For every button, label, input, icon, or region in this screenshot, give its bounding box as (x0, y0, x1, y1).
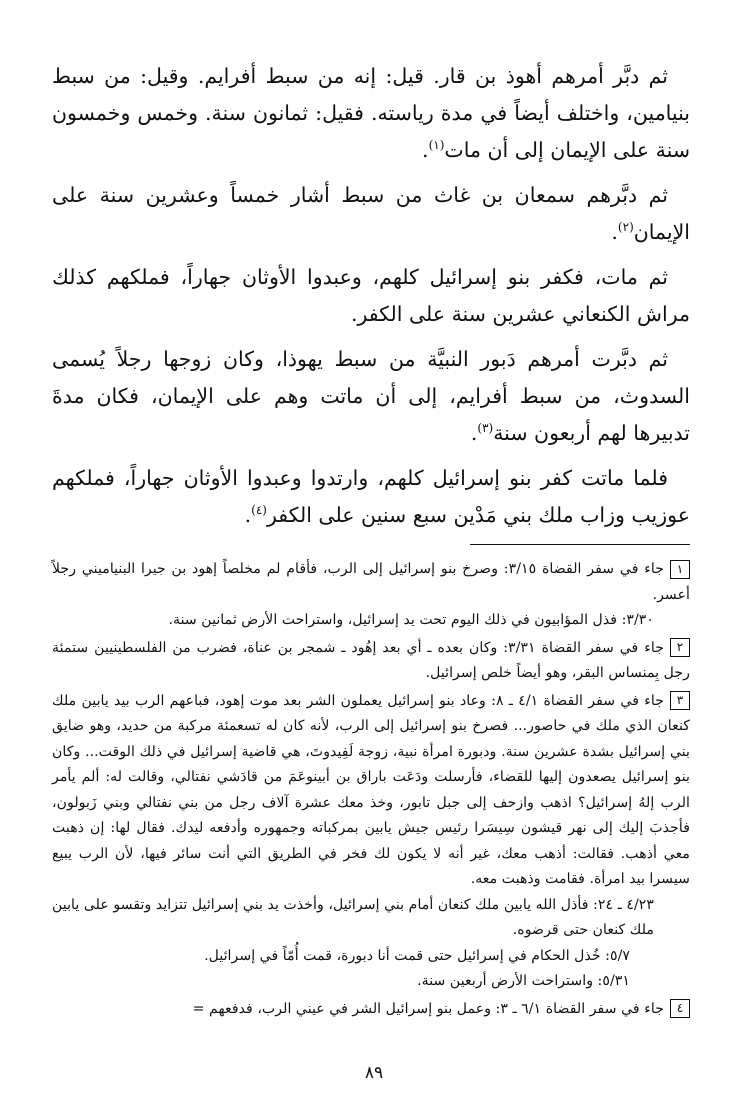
footnote-continuation: ٤/٢٣ ـ ٢٤: فأذل الله يابين ملك كنعان أمام بني إسرائيل، وأخذت يد بني إسرائيل تتزايد وتقسو على يابين ملك كنعان حتى قرضوه. (52, 896, 654, 938)
paragraph-end: . (422, 138, 429, 162)
paragraph-text: ثم دبَّر أمرهم أهوذ بن قار. قيل: إنه من سبط أفرايم. وقيل: من سبط بنيامين، واختلف أيضاً في مدة رياسته. فقيل: ثمانون سنة. وخمس وخمسون سنة على الإيمان إلى أن مات (52, 64, 690, 162)
footnote-number: ٢ (670, 638, 690, 657)
footnote-3 (52, 689, 690, 893)
paragraph: ثم مات، فكفر بنو إسرائيل كلهم، وعبدوا الأوثان جهاراً، فملكهم كذلك مراش الكنعاني عشرين سنة على الكفر. (52, 265, 690, 326)
paragraph (52, 177, 690, 251)
footnote-1 (52, 557, 690, 608)
footnote-number: ٤ (670, 999, 690, 1018)
footnote-text: جاء في سفر القضاة ٣/١٥: وصرخ بنو إسرائيل إلى الرب، فأقام لم مخلصاً إهود بن جيرا البنياميني رجلاً أعسر. (52, 561, 690, 603)
footnotes (52, 557, 690, 1022)
footnote-continuation: ٥/٧: خُذل الحكام في إسرائيل حتى قمت أنا دبورة، قمت أُمّاً في إسرائيل. (204, 947, 630, 964)
page-number: ٨٩ (364, 1063, 384, 1083)
footnote-divider (470, 544, 690, 545)
paragraph (52, 58, 690, 169)
paragraph-text: ثم دبَّرت أمرهم دَبور النبيَّة من سبط يهوذا، وكان زوجها رجلاً يُسمى السدوث، من سبط أفرايم، إلى أن ماتت وهم على الإيمان، فكان مدةَ تدبيرها لهم أربعون سنة (52, 347, 690, 445)
paragraph (52, 460, 690, 534)
paragraph-text: ثم دبَّرهم سمعان بن غاث من سبط أشار خمساً وعشرين سنة على الإيمان (52, 183, 690, 244)
main-text (52, 58, 690, 534)
footnote-text: جاء في سفر القضاة ٦/١ ـ ٣: وعمل بنو إسرائيل الشر في عيني الرب، فدفعهم = (192, 1000, 664, 1017)
footnote-4 (52, 997, 690, 1023)
footnote-ref: (٣) (477, 421, 494, 436)
paragraph-text: فلما ماتت كفر بنو إسرائيل كلهم، وارتدوا وعبدوا الأوثان جهاراً، فملكهم عوزيب وزاب ملك بني مَدْين سبع سنين على الكفر (52, 466, 690, 527)
footnote-continuation: ٣/٣٠: فذل المؤابيون في ذلك اليوم تحت يد إسرائيل، واستراحت الأرض ثمانين سنة. (168, 612, 654, 628)
footnote-continuation: ٥/٣١: واستراحت الأرض أربعين سنة. (417, 973, 630, 989)
footnote-ref: (٤) (251, 503, 267, 518)
footnote-text: جاء في سفر القضاة ٣/٣١: وكان بعده ـ أي بعد إهُود ـ شمجر بن عناة، فضرب من الفلسطينيين ستمئة رجل بِمنساس البقر، وهو أيضاً خلص إسرائيل. (52, 639, 690, 681)
paragraph-end: . (611, 220, 618, 244)
footnote-number: ١ (670, 560, 690, 579)
paragraph-end: . (244, 503, 252, 527)
paragraph (52, 341, 690, 452)
footnote-ref: (٢) (617, 220, 634, 235)
footnote-text: جاء في سفر القضاة ٤/١ ـ ٨: وعاد بنو إسرائيل يعملون الشر بعد موت إهود، فباعهم الرب بيد يابين ملك كنعان الذي ملك في حاصور... فصرخ بنو إسرائيل إلى الرب، لأنه كان له تسعمئة مركبة من حديد، وهو ضايق بني إسرائيل بشدة عشرين سنة. ودبورة امرأة نبية، زوجة لَفِيدوتَ، هي قاضية إسرائيل في ذلك الوقت... وكان بنو إسرائيل يصعدون إليها للقضاء، فأرسلت ودَعَت باراق بن أبينوعَمَ من قادَشي نفتالي، وقالت له: ألم يأمر الرب إلهُ إسرائيل؟ اذهب وازحف إلى جبل تابور، وخذ معك عشرة آلاف رجل من بني نفتالي وبني زَبولون، فأجذبَ إليك إلى نهر قيشون سِيسَرا رئيس جيش يابين بمركباته وجمهوره وأدفعه ليدك. فقال لها: إن ذهبت معي أذهب. فقالت: أذهب معك، غير أنه لا يكون لك فخر في الطريق التي أنت سائر فيها، لأن الرب يبيع سيسرا بيد امرأة. فقامت وذهبت معه. (52, 692, 690, 887)
footnote-ref: (١) (428, 138, 445, 153)
footnote-number: ٣ (670, 691, 690, 710)
paragraph-end: . (470, 421, 478, 445)
footnote-2 (52, 636, 690, 687)
